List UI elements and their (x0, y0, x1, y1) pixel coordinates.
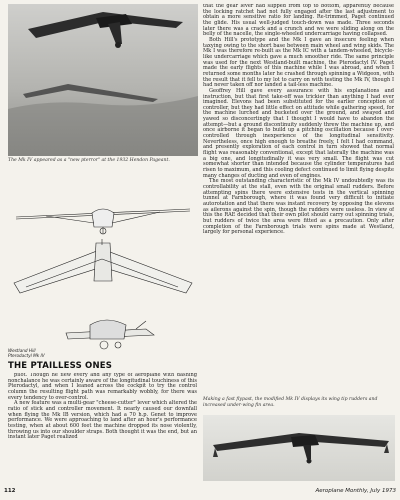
paragraph: that the gear lever had slipped from top to bottom, apparently because the locking ratchet had not fully engaged after the last adjustment to obtain a more sensitive ratio for landing. Re-trimmed, Paget continued the glide. His usual well-judged touch-down was made. Three seconds later there was a crack and a crunch and we were sliding along on the belly of the nacelle, the single-wheeled undercarriage having collapsed. (203, 4, 394, 38)
aircraft-photo-flypast (203, 415, 395, 481)
right-column-text (203, 4, 394, 396)
photo-caption-top: The Mk IV appeared as a "new pterror" at the 1932 Hendon Pageant. (8, 158, 170, 163)
paragraph: Geoffrey Hill gave every assurance with his explanations and instruction, but that first take-off was trickier than anything I had ever imagined. Elevons had been substituted for the earlier conception of controller, but they had little effect on attitude while gathering speed, for the machine lurched and bucketed over the ground, and swayed and yawed so disconcertingly that I thought I would have to abandon the attempt—but a ground discontinuity suddenly threw the machine up, and once airborne it began to build up a pitching oscillation because I over-controlled through inexperience of the longitudinal sensitivity. Nevertheless, once high enough to breathe freely, I felt I had command, and presently exploration of each control in turn showed that normal flight was reasonably conventional, except that laterally the machine was a big one, and longitudinally it was very small. The flight was cut somewhat shorter than intended because the cylinder temperatures had risen to maximum, and this cooling defect continued to limit flying despite many changes of ducting and even of engines. (203, 87, 394, 179)
paragraph: The most outstanding characteristic of the Mk IV undoubtedly was its controllability at the stall, even with the original small rudders. Before attempting spins there were extensive tests in the vertical spinning tunnel at Farnborough, where it was found very difficult to initiate autorotation and that there was instant recovery by opposing the elevons as ailerons against the spin, though the rudders were useless. In view of this the RAE decided that their own pilot should carry out spinning trials, but rudders of twice the area were fitted as a precaution. Only after completion of the Farnborough trials were spins made at Westland, largely for personal experience. (203, 178, 394, 236)
aircraft-flypast-illustration (203, 415, 395, 481)
aircraft-photo-hendon (8, 4, 198, 156)
three-view-drawing (6, 183, 200, 361)
paragraph: A new feature was a multi-gear "cheese-cutter" lever which altered the ratio of stick and controller movement. It nearly caused our downfall when flying the Mk IB version, which had a 70 h.p. Genet to improve performance. We were approaching to land after an hour's performance testing, when at about 600 feet the machine dropped its nose violently, throwing us into our shoulder straps. Both thought it was the end, but an instant later Paget realized (8, 400, 197, 441)
paragraph: pilot. Though he flew every and any type of aeroplane with dashing nonchalance he was certainly aware of the longitudinal touchiness of this Pterodactyl, and when I leaned across the cockpit to try the control column the resulting flight path was remarkably wobbly, for there was every tendency to over-control. (8, 373, 197, 401)
publication-title: Aeroplane Monthly, July 1973 (315, 488, 396, 494)
left-column-text (8, 373, 197, 485)
page-footer (4, 488, 396, 498)
aircraft-in-flight-illustration (8, 4, 198, 156)
paragraph: Both Hill's prototype and the Mk I gave an insecure feeling when taxying owing to the short base between main wheel and wing skids. The Mk I was therefore re-built as the Mk IC with a tandem-wheeled, bicycle-like undercarriage which gave a much smoother ride. The same principle was used for the next Westland-built machine, the Pterodactyl IV. Paget made the early flights of this machine while I was abroad, and when I returned some months later he crashed through spinning a Widgeon, with the result that it fell to my lot to carry on with testing the Mk IV, though I had never taken off nor landed a tail-less machine. (203, 36, 394, 89)
section-heading: THE PTAILLESS ONES (8, 361, 113, 371)
page-number: 112 (4, 488, 16, 494)
drawing-label: Westland Hill Pterodactyl Mk IV (8, 348, 45, 358)
photo-caption-bottom: Making a fast flypast, the modified Mk IV displays its wing tip rudders and increased under-wing fin area. (203, 397, 378, 408)
